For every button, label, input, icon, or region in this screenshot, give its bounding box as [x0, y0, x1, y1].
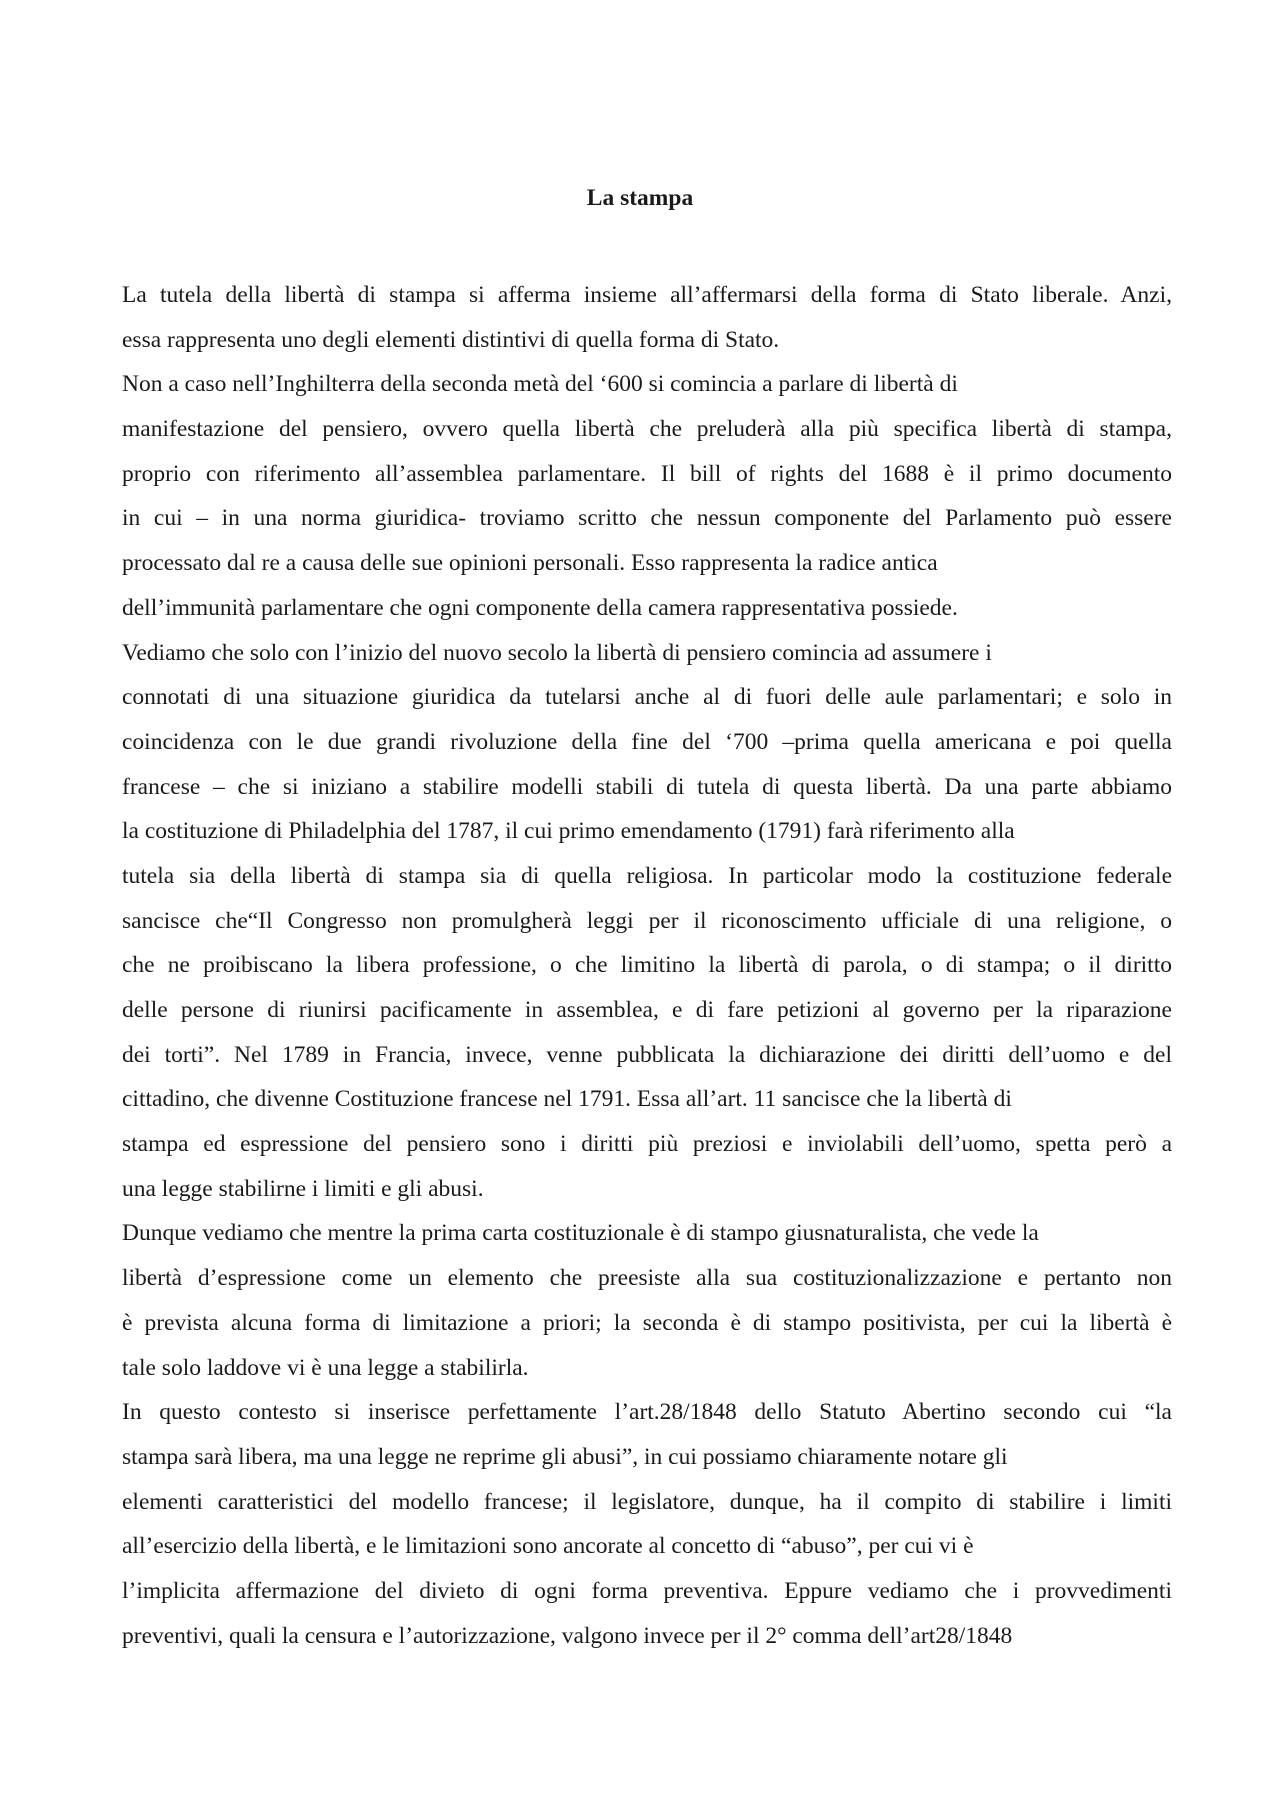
text-line: In questo contesto si inserisce perfettamente l’art.28/1848 dello Statuto Abertino secondo cui “la — [122, 1399, 1172, 1426]
text-line: dei torti”. Nel 1789 in Francia, invece, venne pubblicata la dichiarazione dei diritti dell’uomo e del — [122, 1041, 1172, 1068]
text-line: tale solo laddove vi è una legge a stabilirla. — [122, 1354, 529, 1381]
text-line: cittadino, che divenne Costituzione francese nel 1791. Essa all’art. 11 sancisce che la libertà di — [122, 1086, 1012, 1113]
text-line: coincidenza con le due grandi rivoluzione della fine del ‘700 –prima quella americana e poi quella — [122, 728, 1172, 755]
text-line: tutela sia della libertà di stampa sia di quella religiosa. In particolar modo la costituzione federale — [122, 862, 1172, 889]
text-line: delle persone di riunirsi pacificamente in assemblea, e di fare petizioni al governo per la riparazione — [122, 997, 1172, 1023]
text-line: la costituzione di Philadelphia del 1787, il cui primo emendamento (1791) farà riferimento alla — [122, 818, 1015, 845]
text-line: dell’immunità parlamentare che ogni componente della camera rappresentativa possiede. — [122, 594, 958, 621]
text-line: Dunque vediamo che mentre la prima carta costituzionale è di stampo giusnaturalista, che vede la — [122, 1220, 1039, 1247]
text-line: Vediamo che solo con l’inizio del nuovo secolo la libertà di pensiero comincia ad assumere i — [122, 639, 992, 666]
text-line: elementi caratteristici del modello francese; il legislatore, dunque, ha il compito di stabilire i limiti — [122, 1488, 1172, 1515]
text-line: è prevista alcuna forma di limitazione a priori; la seconda è di stampo positivista, per cui la libertà è — [122, 1309, 1172, 1336]
text-line: essa rappresenta uno degli elementi distintivi di quella forma di Stato. — [122, 326, 780, 353]
text-line: stampa sarà libera, ma una legge ne reprime gli abusi”, in cui possiamo chiaramente notare gli — [122, 1443, 1008, 1470]
text-line: francese – che si iniziano a stabilire modelli stabili di tutela di questa libertà. Da una parte abbiamo — [122, 773, 1172, 800]
text-line: manifestazione del pensiero, ovvero quella libertà che preluderà alla più specifica libertà di stampa, — [122, 416, 1172, 443]
text-line: preventivi, quali la censura e l’autorizzazione, valgono invece per il 2° comma dell’art28/1848 — [122, 1622, 1013, 1649]
text-line: stampa ed espressione del pensiero sono i diritti più preziosi e inviolabili dell’uomo, spetta però a — [122, 1131, 1172, 1158]
text-line: processato dal re a causa delle sue opinioni personali. Esso rappresenta la radice antica — [122, 550, 938, 577]
text-line: che ne proibiscano la libera professione, o che limitino la libertà di parola, o di stampa; o il diritto — [122, 952, 1172, 979]
text-line: sancisce che“Il Congresso non promulgherà leggi per il riconoscimento ufficiale di una religione, o — [122, 907, 1172, 934]
text-line: La tutela della libertà di stampa si afferma insieme all’affermarsi della forma di Stato liberale. Anzi, — [122, 282, 1172, 308]
text-line: l’implicita affermazione del divieto di ogni forma preventiva. Eppure vediamo che i provvedimenti — [122, 1577, 1172, 1604]
text-line: libertà d’espressione come un elemento che preesiste alla sua costituzionalizzazione e pertanto non — [122, 1265, 1172, 1292]
text-line: proprio con riferimento all’assemblea parlamentare. Il bill of rights del 1688 è il primo documento — [122, 460, 1172, 487]
text-line: all’esercizio della libertà, e le limitazioni sono ancorate al concetto di “abuso”, per cui vi è — [122, 1533, 974, 1560]
text-line: in cui – in una norma giuridica- troviamo scritto che nessun componente del Parlamento può essere — [122, 505, 1172, 532]
document-body — [122, 273, 1172, 1658]
document-title: La stampa — [586, 185, 694, 211]
text-line: Non a caso nell’Inghilterra della seconda metà del ‘600 si comincia a parlare di libertà di — [122, 371, 958, 398]
text-line: connotati di una situazione giuridica da tutelarsi anche al di fuori delle aule parlamentari; e solo in — [122, 684, 1172, 711]
text-line: una legge stabilirne i limiti e gli abusi. — [122, 1175, 484, 1202]
